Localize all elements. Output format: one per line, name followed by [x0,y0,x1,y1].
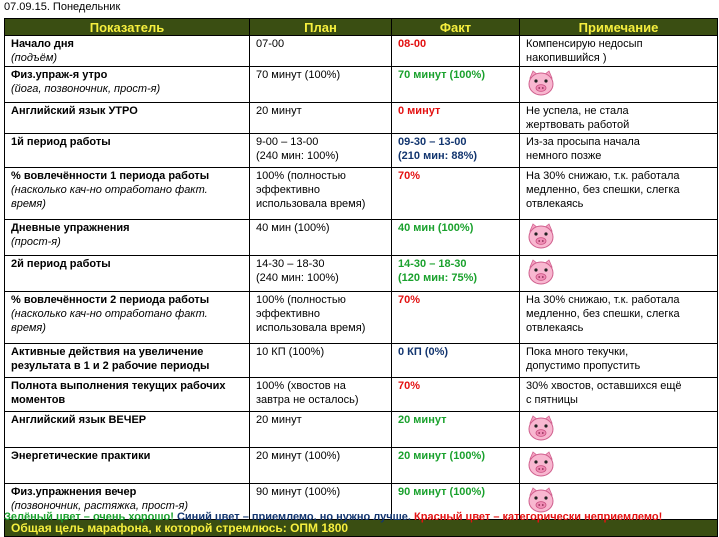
indicator-subtitle: (насколько кач-но отработано факт. время) [11,308,208,334]
indicator-cell [5,168,250,220]
fact-line: 70% [398,170,421,182]
fact-line: 90 минут (100%) [398,486,485,498]
plan-line: 100% (полностью [256,170,346,182]
note-cell [520,36,718,67]
fact-line: 08-00 [398,38,427,50]
fact-line: (120 мин: 75%) [398,272,478,284]
plan-line: 40 мин (100%) [256,222,330,234]
color-legend [4,511,662,523]
note-line: медленно, без спешки, слегка [526,308,680,320]
note-line: накопившийся ) [526,52,607,64]
fact-line: 40 мин (100%) [398,222,474,234]
daily-report-table [4,18,718,537]
indicator-subtitle: (подъём) [11,52,58,64]
indicator-cell [5,344,250,378]
plan-cell [250,256,392,292]
note-line: На 30% снижаю, т.к. работала [526,294,680,306]
indicator-cell [5,36,250,67]
plan-line: 20 минут [256,414,302,426]
legend-blue: Синий цвет – приемлемо, но нужно лучше. [176,511,411,523]
legend-red: Красный цвет – категорически неприемлемо! [414,511,663,523]
table-row [5,134,718,168]
table-row [5,412,718,448]
plan-cell [250,168,392,220]
fact-line: 14-30 – 18-30 [398,258,467,270]
plan-line: 70 минут (100%) [256,69,341,81]
plan-line: эффективно [256,308,320,320]
note-cell [520,168,718,220]
note-line: медленно, без спешки, слегка [526,184,680,196]
note-line: немного позже [526,150,602,162]
plan-line: 100% (хвостов на [256,380,346,392]
indicator-name: Энергетические практики [11,450,151,462]
plan-line: 10 КП (100%) [256,346,325,358]
table-row [5,103,718,134]
table-row [5,36,718,67]
fact-cell [392,378,520,412]
fact-cell [392,448,520,484]
header-row [5,19,718,36]
plan-cell [250,103,392,134]
indicator-name: % вовлечённости 1 периода работы [11,170,210,182]
note-cell [520,134,718,168]
plan-cell [250,292,392,344]
fact-line: 70% [398,294,421,306]
indicator-name: Физ.упражнения вечер [11,486,137,498]
goal-text: Общая цель марафона, к которой стремлюсь: ОПМ 1800 [5,520,718,537]
indicator-subtitle: (насколько кач-но отработано факт. время) [11,184,208,210]
table-row [5,448,718,484]
pig-face-icon [526,450,556,478]
plan-line: 9-00 – 13-00 [256,136,319,148]
fact-line: 0 КП (0%) [398,346,449,358]
legend-green: Зелёный цвет – очень хорошо! [4,511,174,523]
fact-cell [392,412,520,448]
fact-line: 20 минут [398,414,447,426]
fact-cell [392,168,520,220]
note-line: Компенсирую недосып [526,38,643,50]
header-plan: План [250,19,392,36]
indicator-name: Английский язык УТРО [11,105,138,117]
plan-cell [250,344,392,378]
pig-face-icon [526,222,556,250]
plan-line: 90 минут (100%) [256,486,341,498]
plan-line: использовала время) [256,322,366,334]
indicator-cell [5,292,250,344]
plan-cell [250,220,392,256]
indicator-name: Начало дня [11,38,74,50]
plan-cell [250,448,392,484]
plan-line: (240 мин: 100%) [256,150,339,162]
plan-cell [250,412,392,448]
plan-cell [250,378,392,412]
plan-line: использовала время) [256,198,366,210]
fact-cell [392,36,520,67]
indicator-subtitle: (йога, позвоночник, прост-я) [11,83,161,95]
note-line: На 30% снижаю, т.к. работала [526,170,680,182]
note-line: с пятницы [526,394,578,406]
indicator-subtitle: (прост-я) [11,236,61,248]
note-line: отвлекаясь [526,198,584,210]
note-cell [520,344,718,378]
indicator-cell [5,256,250,292]
note-cell [520,67,718,103]
table-row [5,168,718,220]
note-cell [520,292,718,344]
note-cell [520,378,718,412]
fact-line: 09-30 – 13-00 [398,136,467,148]
fact-line: 70% [398,380,421,392]
indicator-name: Полнота выполнения текущих рабочих [11,380,226,392]
indicator-cell [5,134,250,168]
indicator-name: 1й период работы [11,136,111,148]
fact-cell [392,134,520,168]
fact-cell [392,220,520,256]
plan-line: эффективно [256,184,320,196]
indicator-name-cont: результата в 1 и 2 рабочие периоды [11,360,210,372]
note-cell [520,448,718,484]
indicator-cell [5,220,250,256]
pig-face-icon [526,69,556,97]
note-line: допустимо пропустить [526,360,641,372]
indicator-cell [5,378,250,412]
plan-line: 07-00 [256,38,285,50]
indicator-subtitle: (позвоночник, растяжка, прост-я) [11,500,189,512]
plan-line: 14-30 – 18-30 [256,258,325,270]
plan-line: 20 минут [256,105,302,117]
fact-cell [392,103,520,134]
pig-face-icon [526,258,556,286]
indicator-cell [5,67,250,103]
table-row [5,256,718,292]
header-fact: Факт [392,19,520,36]
fact-cell [392,67,520,103]
indicator-name-cont: моментов [11,394,66,406]
plan-line: 20 минут (100%) [256,450,341,462]
note-line: 30% хвостов, оставшихся ещё [526,380,682,392]
plan-line: (240 мин: 100%) [256,272,339,284]
table-row [5,378,718,412]
note-cell [520,220,718,256]
indicator-cell [5,103,250,134]
fact-cell [392,344,520,378]
note-line: Не успела, не стала [526,105,629,117]
indicator-cell [5,412,250,448]
table-row [5,220,718,256]
fact-line: 20 минут (100%) [398,450,485,462]
fact-line: (210 мин: 88%) [398,150,478,162]
note-cell [520,256,718,292]
table-row [5,67,718,103]
indicator-cell [5,448,250,484]
note-line: Из-за просыпа начала [526,136,640,148]
pig-face-icon [526,486,556,514]
fact-cell [392,256,520,292]
table-row [5,292,718,344]
plan-line: 100% (полностью [256,294,346,306]
indicator-name: Дневные упражнения [11,222,130,234]
date-line: 07.09.15. Понедельник [4,1,121,13]
indicator-name: 2й период работы [11,258,111,270]
note-cell [520,412,718,448]
indicator-name: % вовлечённости 2 периода работы [11,294,210,306]
note-cell [520,103,718,134]
header-note: Примечание [520,19,718,36]
fact-line: 0 минут [398,105,441,117]
note-line: Пока много текучки, [526,346,629,358]
note-line: отвлекаясь [526,322,584,334]
pig-face-icon [526,414,556,442]
plan-cell [250,134,392,168]
table-row [5,344,718,378]
fact-cell [392,292,520,344]
header-indicator: Показатель [5,19,250,36]
indicator-name: Английский язык ВЕЧЕР [11,414,147,426]
fact-line: 70 минут (100%) [398,69,485,81]
indicator-name: Активные действия на увеличение [11,346,204,358]
plan-line: завтра не осталось) [256,394,359,406]
plan-cell [250,67,392,103]
indicator-name: Физ.упраж-я утро [11,69,108,81]
plan-cell [250,36,392,67]
note-line: жертвовать работой [526,119,630,131]
